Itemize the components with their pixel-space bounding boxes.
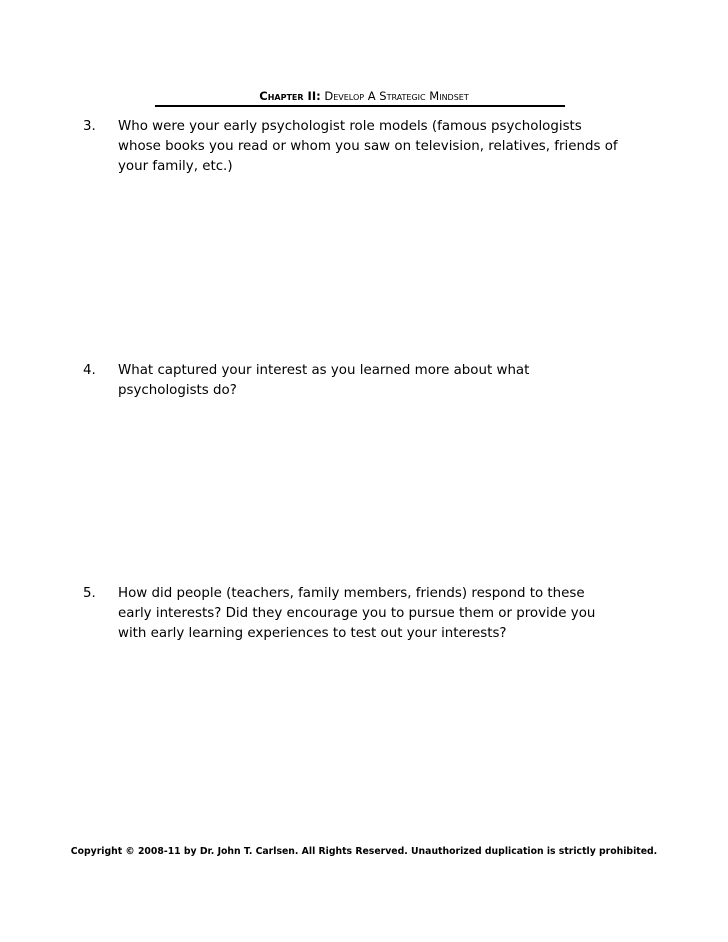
question-5 bbox=[83, 584, 623, 644]
question-4 bbox=[83, 361, 623, 401]
chapter-label: Chapter II: bbox=[259, 89, 321, 103]
question-text: What captured your interest as you learned more about what psychologists do? bbox=[118, 363, 530, 398]
question-number: 4. bbox=[83, 363, 96, 378]
chapter-title: Develop A Strategic Mindset bbox=[324, 89, 469, 103]
copyright-footer: Copyright © 2008-11 by Dr. John T. Carlsen. All Rights Reserved. Unauthorized duplication is strictly prohibited. bbox=[70, 846, 658, 857]
page-header bbox=[0, 89, 728, 103]
header-divider bbox=[155, 105, 565, 107]
question-3 bbox=[83, 117, 623, 177]
question-text: Who were your early psychologist role models (famous psychologists whose books you read or whom you saw on television, relatives, friends of your family, etc.) bbox=[118, 119, 618, 174]
question-number: 5. bbox=[83, 586, 96, 601]
question-text: How did people (teachers, family members, friends) respond to these early interests? Did they encourage you to pursue them or provide you with early learning experiences to test out your interests? bbox=[118, 586, 596, 641]
question-number: 3. bbox=[83, 119, 96, 134]
